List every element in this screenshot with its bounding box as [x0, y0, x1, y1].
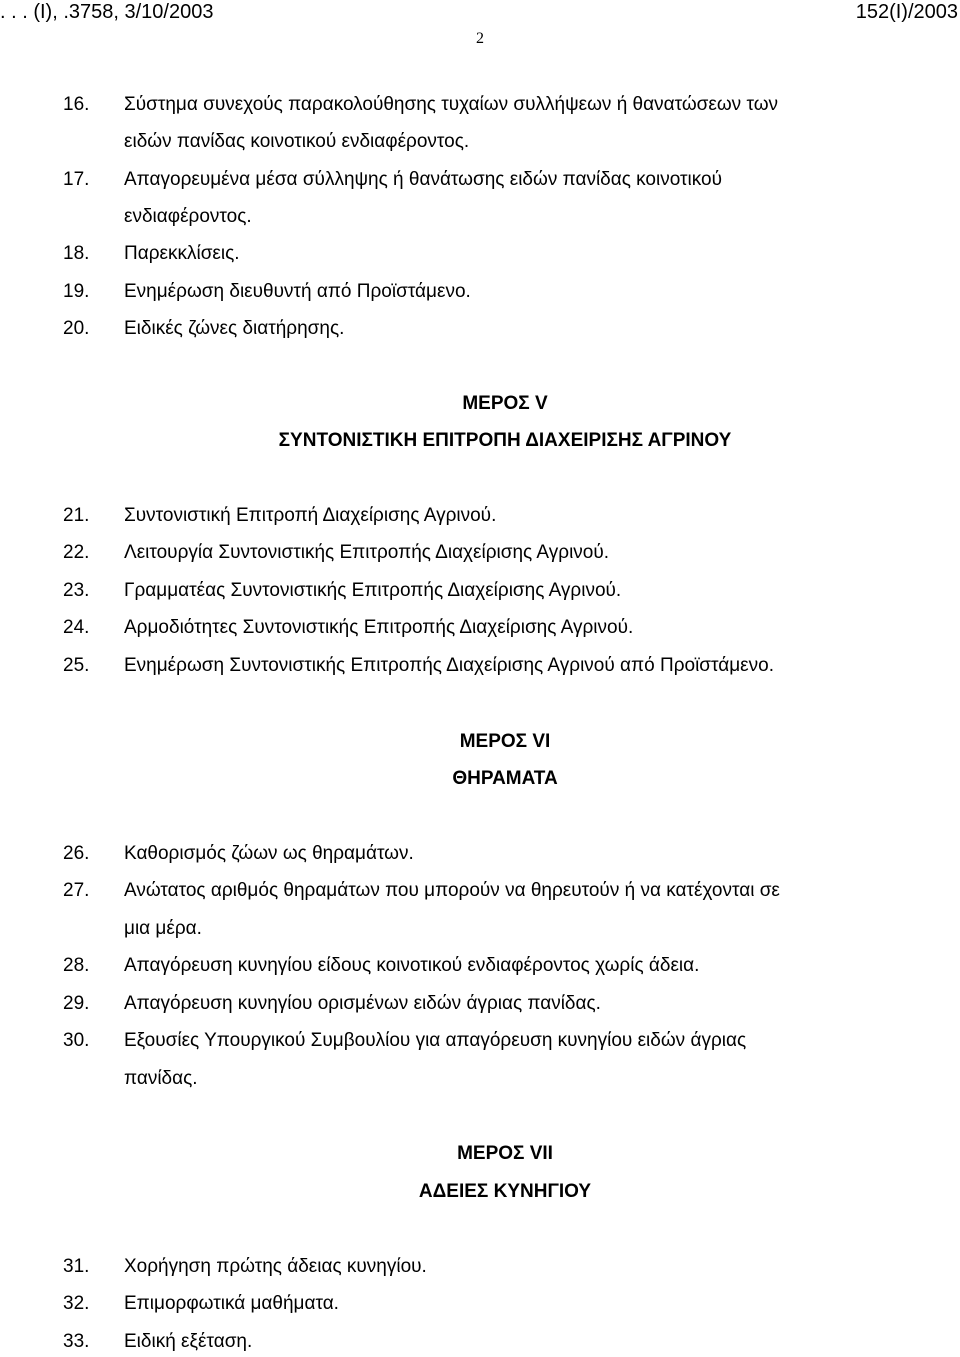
item-number: 25. [63, 655, 90, 676]
item-number: 19. [63, 281, 90, 302]
item-number: 31. [63, 1256, 90, 1277]
item-number: 24. [63, 617, 90, 638]
item-text: Ανώτατος αριθμός θηραμάτων που μπορούν να θηρευτούν ή να κατέχονται σε [124, 880, 780, 901]
item-text: Καθορισμός ζώων ως θηραμάτων. [124, 843, 414, 864]
item-text: Ειδικές ζώνες διατήρησης. [124, 318, 345, 339]
item-number: 27. [63, 880, 90, 901]
item-number: 23. [63, 580, 90, 601]
item-number: 29. [63, 993, 90, 1014]
item-text: Ενημέρωση Συντονιστικής Επιτροπής Διαχείρισης Αγρινού από Προϊστάμενο. [124, 655, 774, 676]
item-text: Χορήγηση πρώτης άδειας κυνηγίου. [124, 1256, 427, 1277]
item-text-continued: πανίδας. [124, 1068, 198, 1089]
item-text-continued: ειδών πανίδας κοινοτικού ενδιαφέροντος. [124, 131, 470, 152]
item-text-continued: μια μέρα. [124, 918, 202, 939]
item-number: 30. [63, 1030, 90, 1051]
item-number: 21. [63, 505, 90, 526]
item-text: Ενημέρωση διευθυντή από Προϊστάμενο. [124, 281, 471, 302]
item-text: Ειδική εξέταση. [124, 1331, 253, 1352]
item-text: Γραμματέας Συντονιστικής Επιτροπής Διαχείρισης Αγρινού. [124, 580, 622, 601]
item-text: Σύστημα συνεχούς παρακολούθησης τυχαίων συλλήψεων ή θανατώσεων των [124, 94, 779, 115]
item-number: 33. [63, 1331, 90, 1352]
part-vii-title: ΜΕΡΟΣ VII [457, 1143, 553, 1164]
item-number: 16. [63, 94, 90, 115]
item-text: Συντονιστική Επιτροπή Διαχείρισης Αγρινού. [124, 505, 497, 526]
item-text: Απαγόρευση κυνηγίου ορισμένων ειδών άγριας πανίδας. [124, 993, 601, 1014]
part-vi-title: ΜΕΡΟΣ VI [459, 731, 551, 752]
part-v-title: ΜΕΡΟΣ V [462, 393, 548, 414]
page-number: 2 [476, 30, 484, 47]
item-number: 28. [63, 955, 90, 976]
item-text: Αρμοδιότητες Συντονιστικής Επιτροπής Διαχείρισης Αγρινού. [124, 617, 634, 638]
law-number: 152(Ι)/2003 [855, 1, 958, 23]
item-text-continued: ενδιαφέροντος. [124, 206, 252, 227]
item-text: Επιμορφωτικά μαθήματα. [124, 1293, 339, 1314]
item-text: Απαγόρευση κυνηγίου είδους κοινοτικού ενδιαφέροντος χωρίς άδεια. [124, 955, 700, 976]
part-v-subtitle: ΣΥΝΤΟΝΙΣΤΙΚΗ ΕΠΙΤΡΟΠΗ ΔΙΑΧΕΙΡΙΣΗΣ ΑΓΡΙΝΟΥ [278, 430, 732, 451]
item-number: 32. [63, 1293, 90, 1314]
item-number: 26. [63, 843, 90, 864]
item-number: 20. [63, 318, 90, 339]
item-text: Λειτουργία Συντονιστικής Επιτροπής Διαχείρισης Αγρινού. [124, 542, 610, 563]
item-number: 18. [63, 243, 90, 264]
gazette-reference: . . . (Ι), .3758, 3/10/2003 [0, 1, 214, 23]
item-text: Παρεκκλίσεις. [124, 243, 240, 264]
item-number: 17. [63, 169, 90, 190]
part-vii-subtitle: ΑΔΕΙΕΣ ΚΥΝΗΓΙΟΥ [418, 1181, 592, 1202]
part-vi-subtitle: ΘΗΡΑΜΑΤΑ [452, 768, 558, 789]
item-text: Εξουσίες Υπουργικού Συμβουλίου για απαγόρευση κυνηγίου ειδών άγριας [124, 1030, 747, 1051]
item-text: Απαγορευμένα μέσα σύλληψης ή θανάτωσης ειδών πανίδας κοινοτικού [124, 169, 722, 190]
item-number: 22. [63, 542, 90, 563]
